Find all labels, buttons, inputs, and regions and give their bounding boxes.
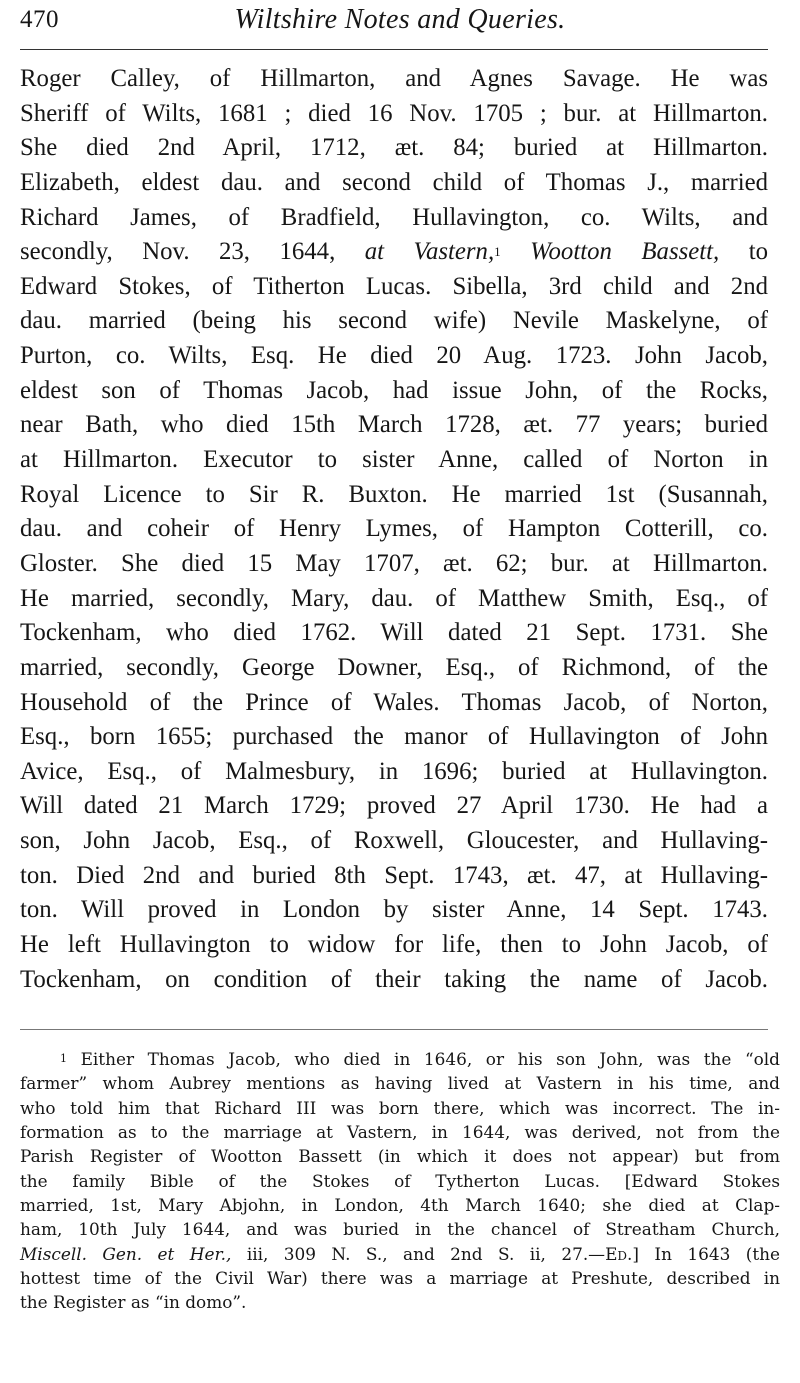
body-line: Esq., born 1655; purchased the manor of Hullavington of John — [20, 723, 768, 751]
footnote-marker: 1 — [60, 1052, 67, 1065]
footnote-text: ] In 1643 (the — [632, 1243, 780, 1264]
body-line: near Bath, who died 15th March 1728, æt. 77 years; buried — [20, 411, 768, 439]
body-line: Sheriff of Wilts, 1681 ; died 16 Nov. 1705 ; bur. at Hillmarton. — [20, 99, 768, 127]
body-line: Edward Stokes, of Titherton Lucas. Sibella, 3rd child and 2nd — [20, 272, 768, 300]
footnote-line — [20, 1047, 780, 1071]
footnote-rule — [20, 1029, 768, 1030]
body-line: ton. Will proved in London by sister Anne, 14 Sept. 1743. — [20, 896, 768, 924]
body-line: Tockenham, who died 1762. Will dated 21 Sept. 1731. She — [20, 619, 768, 647]
body-line: Gloster. She died 15 May 1707, æt. 62; bur. at Hillmarton. — [20, 549, 768, 577]
body-line: Household of the Prince of Wales. Thomas Jacob, of Norton, — [20, 688, 768, 716]
header-rule — [20, 49, 768, 50]
body-line: eldest son of Thomas Jacob, had issue John, of the Rocks, — [20, 376, 768, 404]
footnote-text: iii, 309 N. S., and 2nd S. ii, 27.— — [246, 1243, 606, 1264]
body-line: dau. and coheir of Henry Lymes, of Hampton Cotterill, co. — [20, 515, 768, 543]
body-line: Tockenham, on condition of their taking the name of Jacob. — [20, 965, 768, 993]
body-line: He left Hullavington to widow for life, then to John Jacob, of — [20, 931, 768, 959]
body-line: Richard James, of Bradfield, Hullavington, co. Wilts, and — [20, 203, 768, 231]
body-line: at Hillmarton. Executor to sister Anne, called of Norton in — [20, 446, 768, 474]
body-line: He married, secondly, Mary, dau. of Matthew Smith, Esq., of — [20, 584, 768, 612]
body-line: dau. married (being his second wife) Nevile Maskelyne, of — [20, 307, 768, 335]
body-line — [20, 235, 768, 270]
body-line: Royal Licence to Sir R. Buxton. He married 1st (Susannah, — [20, 480, 768, 508]
footnote — [20, 1047, 780, 1315]
body-text-fragment: to — [748, 238, 769, 266]
editor-mark: Ed. — [605, 1243, 633, 1264]
body-line: Avice, Esq., of Malmesbury, in 1696; buried at Hullavington. — [20, 757, 768, 785]
body-line: She died 2nd April, 1712, æt. 84; buried at Hillmarton. — [20, 134, 768, 162]
footnote-reference: 1 — [494, 244, 501, 260]
footnote-line: ham, 10th July 1644, and was buried in the chancel of Streatham Church, — [20, 1219, 780, 1240]
running-head — [0, 2, 800, 42]
body-text-fragment: secondly, Nov. 23, 1644, — [20, 238, 336, 266]
footnote-citation: Miscell. Gen. et Her., — [20, 1243, 232, 1264]
footnote-text: Either Thomas Jacob, who died in 1646, or his son John, was the “old — [80, 1049, 780, 1069]
footnote-line: who told him that Richard III was born there, which was incorrect. The in- — [20, 1097, 780, 1118]
body-line: son, John Jacob, Esq., of Roxwell, Gloucester, and Hullaving- — [20, 827, 768, 855]
footnote-line: the family Bible of the Stokes of Tytherton Lucas. [Edward Stokes — [20, 1170, 780, 1191]
body-line: Elizabeth, eldest dau. and second child of Thomas J., married — [20, 168, 768, 196]
footnote-line: farmer” whom Aubrey mentions as having lived at Vastern in his time, and — [20, 1073, 780, 1094]
footnote-line — [20, 1242, 780, 1266]
body-line: ton. Died 2nd and buried 8th Sept. 1743, æt. 47, at Hullaving- — [20, 861, 768, 889]
running-title: Wiltshire Notes and Queries. — [234, 4, 566, 35]
footnote-line: hottest time of the Civil War) there was a marriage at Preshute, described in — [20, 1268, 780, 1289]
italic-place-name: Wootton Bassett, — [530, 238, 720, 266]
body-line: Roger Calley, of Hillmarton, and Agnes Savage. He was — [20, 65, 768, 92]
footnote-line: formation as to the marriage at Vastern, in 1644, was derived, not from the — [20, 1122, 780, 1143]
footnote-line: the Register as “in domo”. — [20, 1292, 247, 1313]
body-text — [20, 62, 768, 997]
body-line: married, secondly, George Downer, Esq., of Richmond, of the — [20, 653, 768, 681]
body-line: Purton, co. Wilts, Esq. He died 20 Aug. 1723. John Jacob, — [20, 342, 768, 370]
footnote-line: Parish Register of Wootton Bassett (in which it does not appear) but from — [20, 1146, 780, 1167]
body-line: Will dated 21 March 1729; proved 27 April 1730. He had a — [20, 792, 768, 820]
page-number: 470 — [20, 6, 59, 33]
italic-place-name: at Vastern, — [364, 238, 495, 266]
footnote-line: married, 1st, Mary Abjohn, in London, 4th March 1640; she died at Clap- — [20, 1195, 780, 1216]
